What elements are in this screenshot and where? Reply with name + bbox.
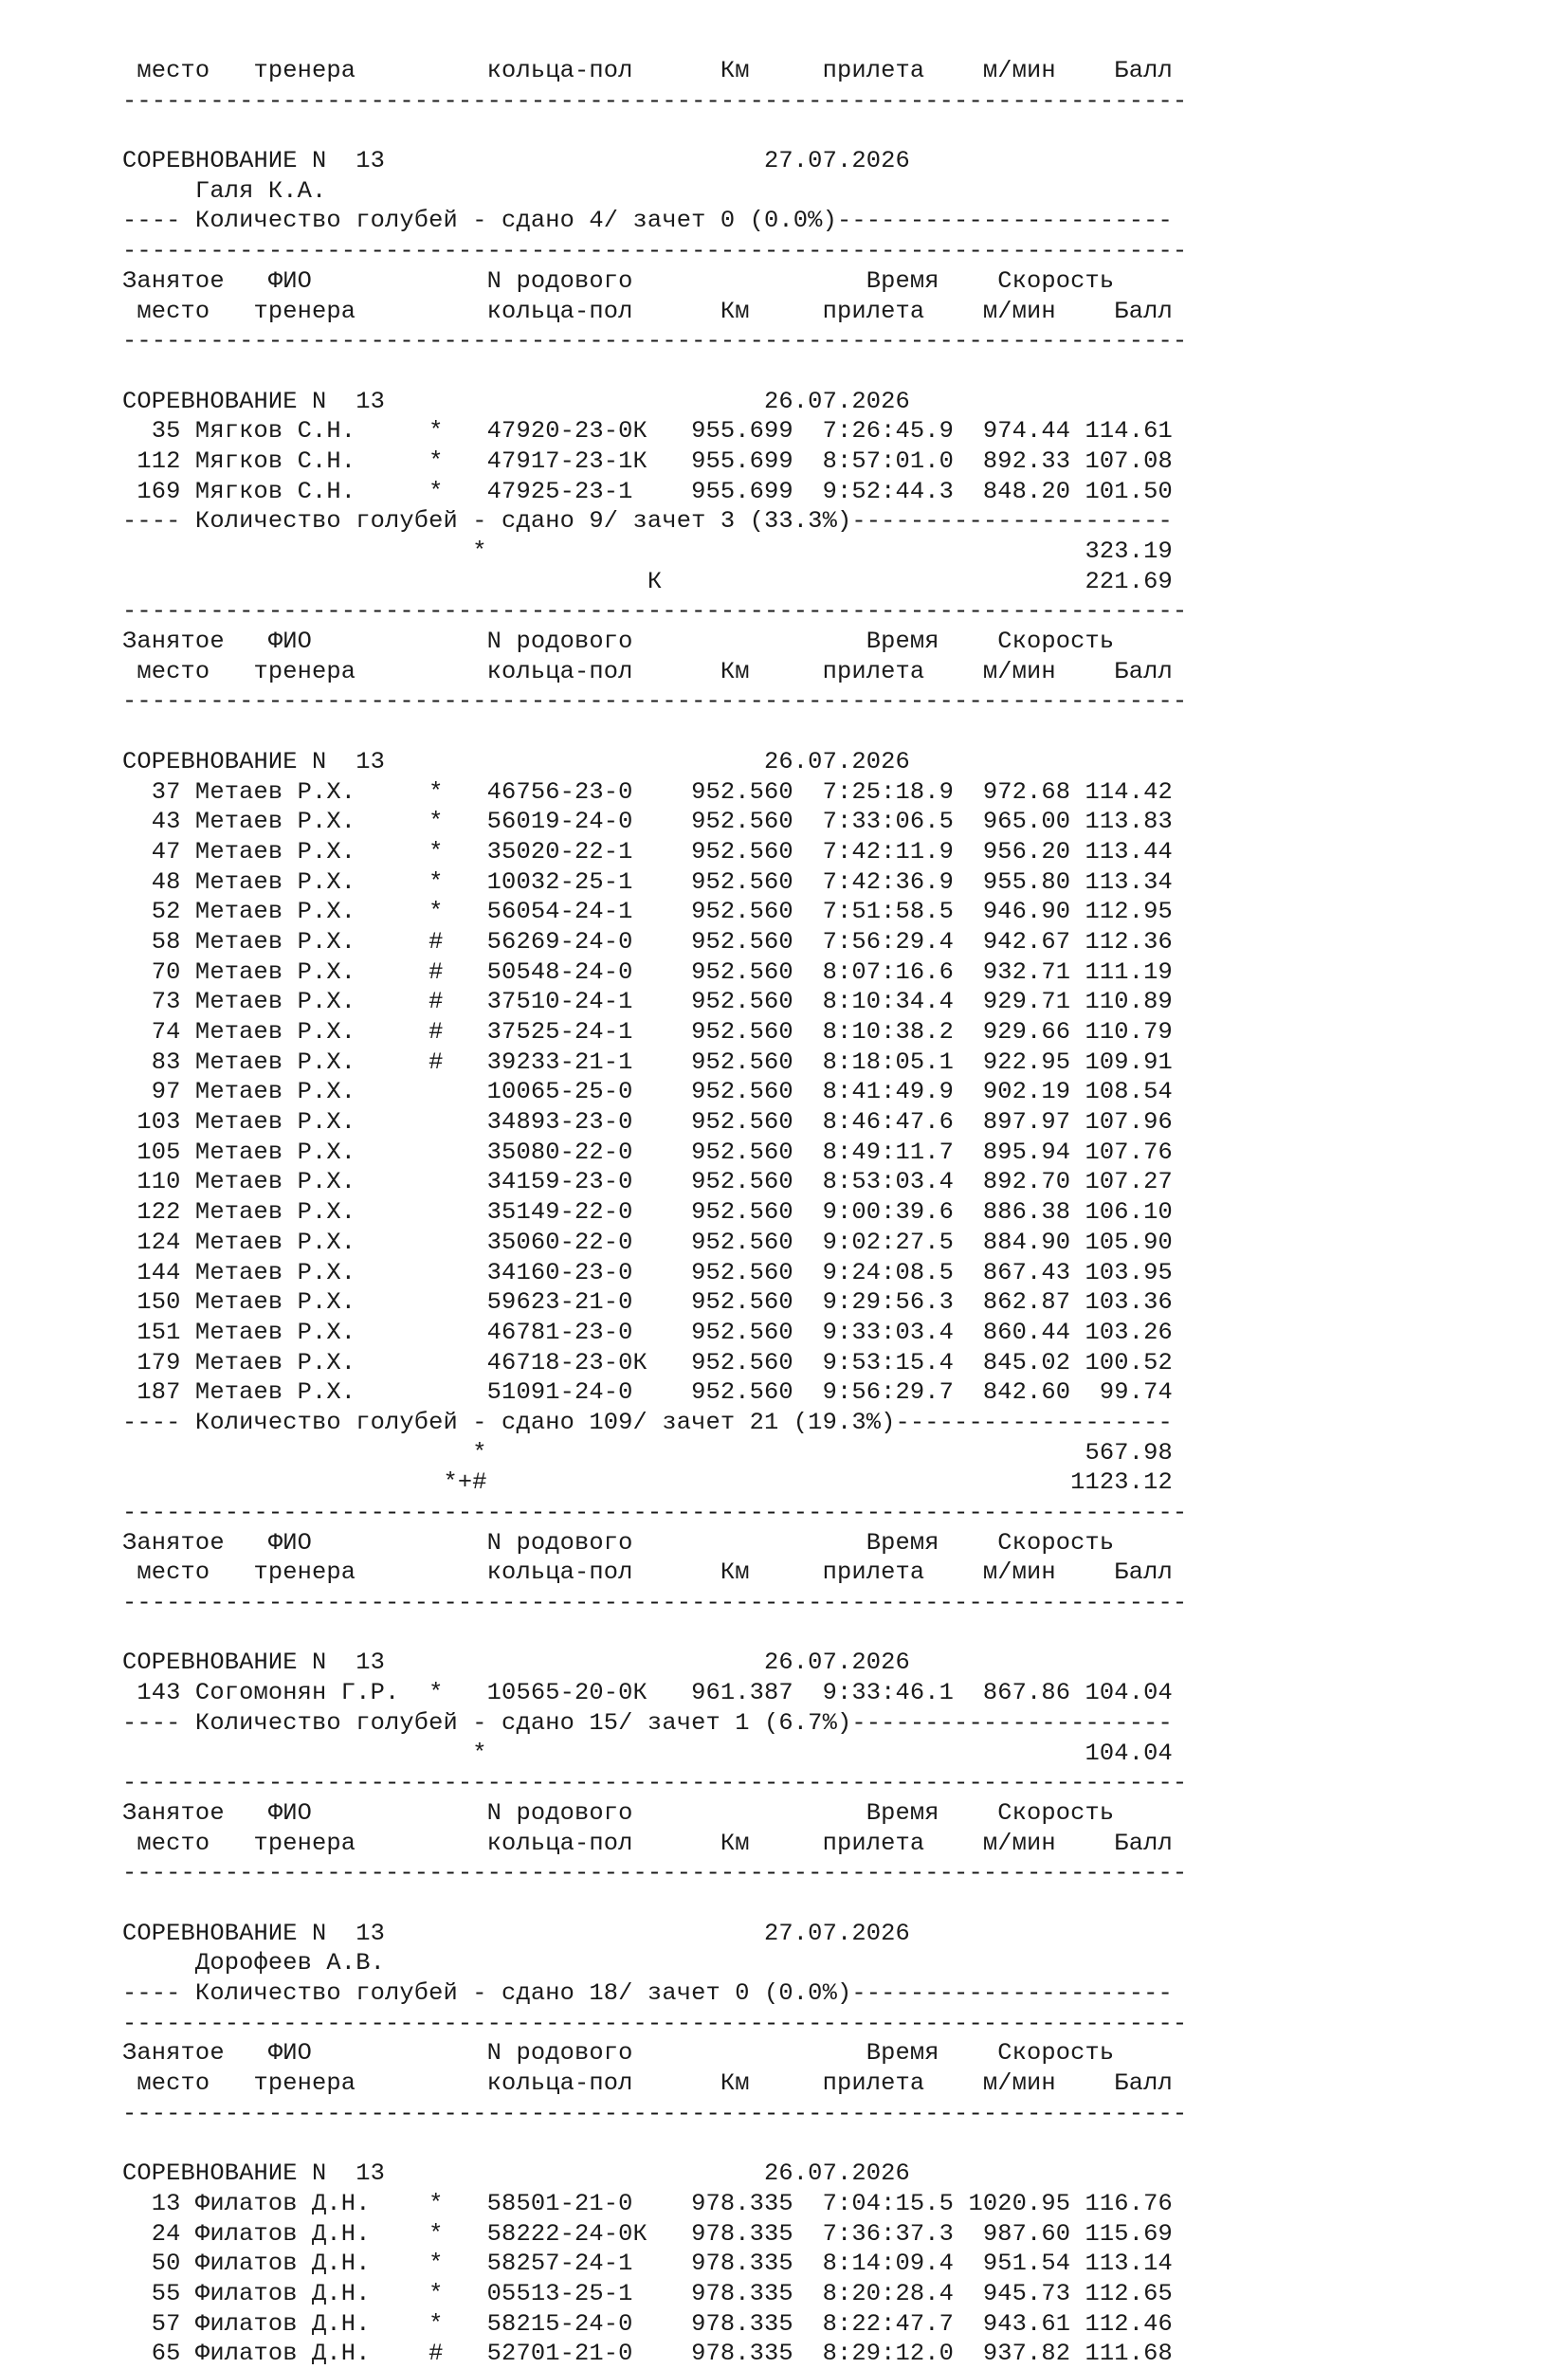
report-line: ------------------------------------------------------------------------- bbox=[122, 597, 1188, 626]
report-line: Занятое ФИО N родового Время Скорость bbox=[122, 628, 1115, 656]
report-line: ---- Количество голубей - сдано 18/ зачет 0 (0.0%)---------------------- bbox=[122, 1979, 1173, 2007]
report-line: * 104.04 bbox=[122, 1739, 1173, 1767]
report-line: 50 Филатов Д.Н. * 58257-24-1 978.335 8:14:09.4 951.54 113.14 bbox=[122, 2250, 1173, 2278]
report-line: 103 Метаев Р.Х. 34893-23-0 952.560 8:46:47.6 897.97 107.96 bbox=[122, 1108, 1173, 1137]
report-line: ------------------------------------------------------------------------- bbox=[122, 1589, 1188, 1617]
report-line bbox=[122, 356, 1449, 387]
report-line: 35 Мягков С.Н. * 47920-23-0К 955.699 7:26:45.9 974.44 114.61 bbox=[122, 417, 1173, 446]
report-line: 43 Метаев Р.Х. * 56019-24-0 952.560 7:33:06.5 965.00 113.83 bbox=[122, 808, 1173, 836]
results-report bbox=[122, 56, 1449, 2369]
report-line: К 221.69 bbox=[122, 567, 1173, 595]
report-line: 122 Метаев Р.Х. 35149-22-0 952.560 9:00:39.6 886.38 106.10 bbox=[122, 1198, 1173, 1227]
report-line: 143 Согомонян Г.Р. * 10565-20-0К 961.387 9:33:46.1 867.86 104.04 bbox=[122, 1679, 1173, 1707]
report-line: место тренера кольца-пол Км прилета м/мин Балл bbox=[122, 297, 1173, 325]
report-line: 187 Метаев Р.Х. 51091-24-0 952.560 9:56:29.7 842.60 99.74 bbox=[122, 1378, 1173, 1407]
report-line: СОРЕВНОВАНИЕ N 13 26.07.2026 bbox=[122, 387, 910, 415]
report-line: Дорофеев А.В. bbox=[122, 1949, 385, 1977]
report-line: ---- Количество голубей - сдано 109/ зачет 21 (19.3%)------------------- bbox=[122, 1408, 1173, 1436]
report-line: 150 Метаев Р.Х. 59623-21-0 952.560 9:29:56.3 862.87 103.36 bbox=[122, 1288, 1173, 1317]
report-line: 58 Метаев Р.Х. # 56269-24-0 952.560 7:56:29.4 942.67 112.36 bbox=[122, 927, 1173, 956]
report-line: место тренера кольца-пол Км прилета м/мин Балл bbox=[122, 2069, 1173, 2098]
report-line: ---- Количество голубей - сдано 9/ зачет 3 (33.3%)---------------------- bbox=[122, 507, 1173, 536]
report-line: место тренера кольца-пол Км прилета м/мин Балл bbox=[122, 1829, 1173, 1857]
report-line: СОРЕВНОВАНИЕ N 13 26.07.2026 bbox=[122, 1649, 910, 1677]
report-line: 37 Метаев Р.Х. * 46756-23-0 952.560 7:25:18.9 972.68 114.42 bbox=[122, 777, 1173, 806]
report-line: 105 Метаев Р.Х. 35080-22-0 952.560 8:49:11.7 895.94 107.76 bbox=[122, 1138, 1173, 1166]
report-line: СОРЕВНОВАНИЕ N 13 27.07.2026 bbox=[122, 147, 910, 175]
report-line: *+# 1123.12 bbox=[122, 1468, 1173, 1497]
report-line: Занятое ФИО N родового Время Скорость bbox=[122, 1528, 1115, 1557]
report-line: Занятое ФИО N родового Время Скорость bbox=[122, 266, 1115, 295]
report-line: ------------------------------------------------------------------------- bbox=[122, 2009, 1188, 2037]
report-line: место тренера кольца-пол Км прилета м/мин Балл bbox=[122, 657, 1173, 685]
report-line: 47 Метаев Р.Х. * 35020-22-1 952.560 7:42:11.9 956.20 113.44 bbox=[122, 837, 1173, 866]
report-line: СОРЕВНОВАНИЕ N 13 27.07.2026 bbox=[122, 1919, 910, 1947]
report-line: ------------------------------------------------------------------------- bbox=[122, 1769, 1188, 1797]
report-line bbox=[122, 1618, 1449, 1649]
report-line: 83 Метаев Р.Х. # 39233-21-1 952.560 8:18:05.1 922.95 109.91 bbox=[122, 1048, 1173, 1076]
report-line bbox=[122, 1888, 1449, 1919]
report-line: 65 Филатов Д.Н. # 52701-21-0 978.335 8:29:12.0 937.82 111.68 bbox=[122, 2340, 1173, 2368]
report-line: ------------------------------------------------------------------------- bbox=[122, 2099, 1188, 2127]
report-line: 55 Филатов Д.Н. * 05513-25-1 978.335 8:20:28.4 945.73 112.65 bbox=[122, 2279, 1173, 2307]
report-line bbox=[122, 116, 1449, 146]
report-line: 110 Метаев Р.Х. 34159-23-0 952.560 8:53:03.4 892.70 107.27 bbox=[122, 1168, 1173, 1196]
report-line: ------------------------------------------------------------------------- bbox=[122, 327, 1188, 355]
report-line: 112 Мягков С.Н. * 47917-23-1К 955.699 8:57:01.0 892.33 107.08 bbox=[122, 446, 1173, 475]
report-line bbox=[122, 2128, 1449, 2159]
report-line: место тренера кольца-пол Км прилета м/мин Балл bbox=[122, 1558, 1173, 1587]
report-line: место тренера кольца-пол Км прилета м/мин Балл bbox=[122, 57, 1173, 84]
report-line: 52 Метаев Р.Х. * 56054-24-1 952.560 7:51:58.5 946.90 112.95 bbox=[122, 898, 1173, 926]
report-line: 48 Метаев Р.Х. * 10032-25-1 952.560 7:42:36.9 955.80 113.34 bbox=[122, 867, 1173, 896]
report-line: Занятое ФИО N родового Время Скорость bbox=[122, 1798, 1115, 1827]
report-line: 97 Метаев Р.Х. 10065-25-0 952.560 8:41:49.9 902.19 108.54 bbox=[122, 1078, 1173, 1106]
report-line: * 323.19 bbox=[122, 538, 1173, 565]
report-line: ------------------------------------------------------------------------- bbox=[122, 86, 1188, 115]
report-line: ---- Количество голубей - сдано 15/ зачет 1 (6.7%)---------------------- bbox=[122, 1708, 1173, 1737]
report-line: 124 Метаев Р.Х. 35060-22-0 952.560 9:02:27.5 884.90 105.90 bbox=[122, 1228, 1173, 1256]
report-line: 179 Метаев Р.Х. 46718-23-0К 952.560 9:53:15.4 845.02 100.52 bbox=[122, 1348, 1173, 1376]
report-line: Галя К.А. bbox=[122, 176, 327, 205]
report-line: ------------------------------------------------------------------------- bbox=[122, 1499, 1188, 1526]
report-line: 57 Филатов Д.Н. * 58215-24-0 978.335 8:22:47.7 943.61 112.46 bbox=[122, 2309, 1173, 2338]
report-line: СОРЕВНОВАНИЕ N 13 26.07.2026 bbox=[122, 2159, 910, 2188]
report-line: ------------------------------------------------------------------------- bbox=[122, 237, 1188, 265]
report-line: СОРЕВНОВАНИЕ N 13 26.07.2026 bbox=[122, 747, 910, 775]
report-line: 70 Метаев Р.Х. # 50548-24-0 952.560 8:07:16.6 932.71 111.19 bbox=[122, 957, 1173, 986]
report-line: 74 Метаев Р.Х. # 37525-24-1 952.560 8:10:38.2 929.66 110.79 bbox=[122, 1018, 1173, 1046]
report-line: 169 Мягков С.Н. * 47925-23-1 955.699 9:52:44.3 848.20 101.50 bbox=[122, 477, 1173, 505]
report-line: ------------------------------------------------------------------------- bbox=[122, 687, 1188, 716]
report-line: 73 Метаев Р.Х. # 37510-24-1 952.560 8:10:34.4 929.71 110.89 bbox=[122, 988, 1173, 1016]
report-line: 13 Филатов Д.Н. * 58501-21-0 978.335 7:04:15.5 1020.95 116.76 bbox=[122, 2189, 1173, 2217]
report-line: ---- Количество голубей - сдано 4/ зачет 0 (0.0%)----------------------- bbox=[122, 207, 1173, 235]
report-line bbox=[122, 717, 1449, 747]
report-line: ------------------------------------------------------------------------- bbox=[122, 1859, 1188, 1887]
report-line: 24 Филатов Д.Н. * 58222-24-0К 978.335 7:36:37.3 987.60 115.69 bbox=[122, 2219, 1173, 2248]
report-line: Занятое ФИО N родового Время Скорость bbox=[122, 2039, 1115, 2068]
report-line: * 567.98 bbox=[122, 1438, 1173, 1467]
report-line: 151 Метаев Р.Х. 46781-23-0 952.560 9:33:03.4 860.44 103.26 bbox=[122, 1318, 1173, 1346]
report-line: 144 Метаев Р.Х. 34160-23-0 952.560 9:24:08.5 867.43 103.95 bbox=[122, 1258, 1173, 1286]
